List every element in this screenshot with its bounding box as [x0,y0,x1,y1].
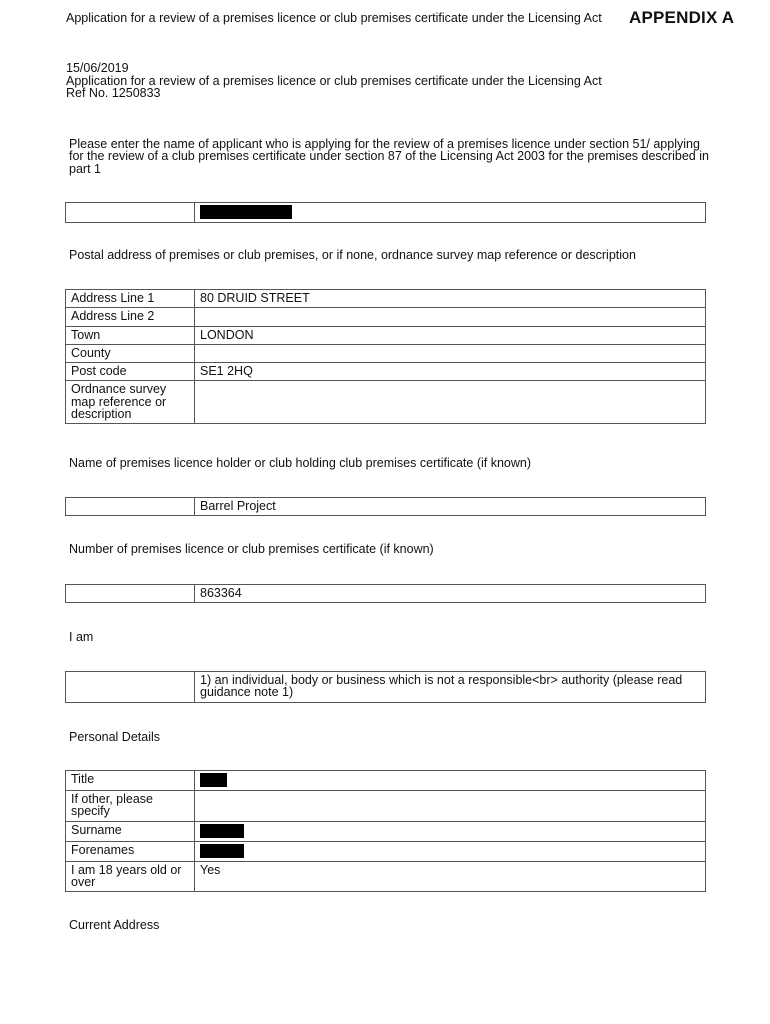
table-row [66,841,706,861]
header-title: Application for a review of a premises licence or club premises certificate under the Licensing Act [66,11,602,25]
redacted-block [200,844,244,858]
table-row [66,585,706,603]
town-label: Town [66,326,195,344]
table-row [66,771,706,791]
redacted-block [200,824,244,838]
county-label: County [66,344,195,362]
ordnance-value [195,381,706,424]
applicant-prompt: Please enter the name of applicant who is applying for the review of a premises licence under section 51/ applying for the review of a club premises certificate under section 87 of the Licensing Act 2003 for the premises described in part 1 [69,137,709,176]
redacted-block [200,205,292,219]
table-row [66,344,706,362]
age-label: I am 18 years old or over [66,861,195,892]
i-am-value: 1) an individual, body or business which is not a responsible<br> authority (please read guidance note 1) [195,672,706,703]
redacted-block [200,773,227,787]
reference-number: Ref No. 1250833 [66,86,161,100]
age-value: Yes [195,861,706,892]
ordnance-label: Ordnance survey map reference or description [66,381,195,424]
appendix-label: APPENDIX A [629,8,735,27]
licence-number-value: 863364 [195,585,706,603]
document-date: 15/06/2019 [66,61,129,75]
table-row [66,791,706,822]
i-am-prompt: I am [69,630,94,644]
address-line2-value [195,308,706,326]
other-title-value [195,791,706,822]
document-meta [66,62,602,100]
forenames-value [195,841,706,861]
surname-label: Surname [66,821,195,841]
town-value: LONDON [195,326,706,344]
table-row [66,203,706,223]
document-title: Application for a review of a premises licence or club premises certificate under the Licensing Act [66,73,602,88]
address-line1-label: Address Line 1 [66,290,195,308]
address-prompt: Postal address of premises or club premises, or if none, ordnance survey map reference or description [69,248,636,262]
personal-details-table [65,770,706,892]
address-line2-label: Address Line 2 [66,308,195,326]
address-line1-value: 80 DRUID STREET [195,290,706,308]
table-row [66,381,706,424]
personal-details-heading: Personal Details [69,730,161,744]
table-row [66,821,706,841]
forenames-label: Forenames [66,841,195,861]
address-table [65,289,706,424]
current-address-heading: Current Address [69,918,160,932]
applicant-label-cell [66,203,195,223]
table-row [66,326,706,344]
postcode-label: Post code [66,363,195,381]
surname-value [195,821,706,841]
licence-number-label-cell [66,585,195,603]
county-value [195,344,706,362]
holder-prompt: Name of premises licence holder or club holding club premises certificate (if known) [69,456,532,470]
title-value [195,771,706,791]
table-row [66,861,706,892]
holder-label-cell [66,498,195,516]
table-row [66,672,706,703]
i-am-label-cell [66,672,195,703]
title-label: Title [66,771,195,791]
holder-table [65,497,706,516]
licence-number-prompt: Number of premises licence or club premises certificate (if known) [69,542,434,556]
table-row [66,363,706,381]
other-title-label: If other, please specify [66,791,195,822]
table-row [66,498,706,516]
holder-value: Barrel Project [195,498,706,516]
table-row [66,290,706,308]
licence-number-table [65,584,706,603]
postcode-value: SE1 2HQ [195,363,706,381]
applicant-name-cell [195,203,706,223]
i-am-table [65,671,706,703]
applicant-table [65,202,706,223]
table-row [66,308,706,326]
